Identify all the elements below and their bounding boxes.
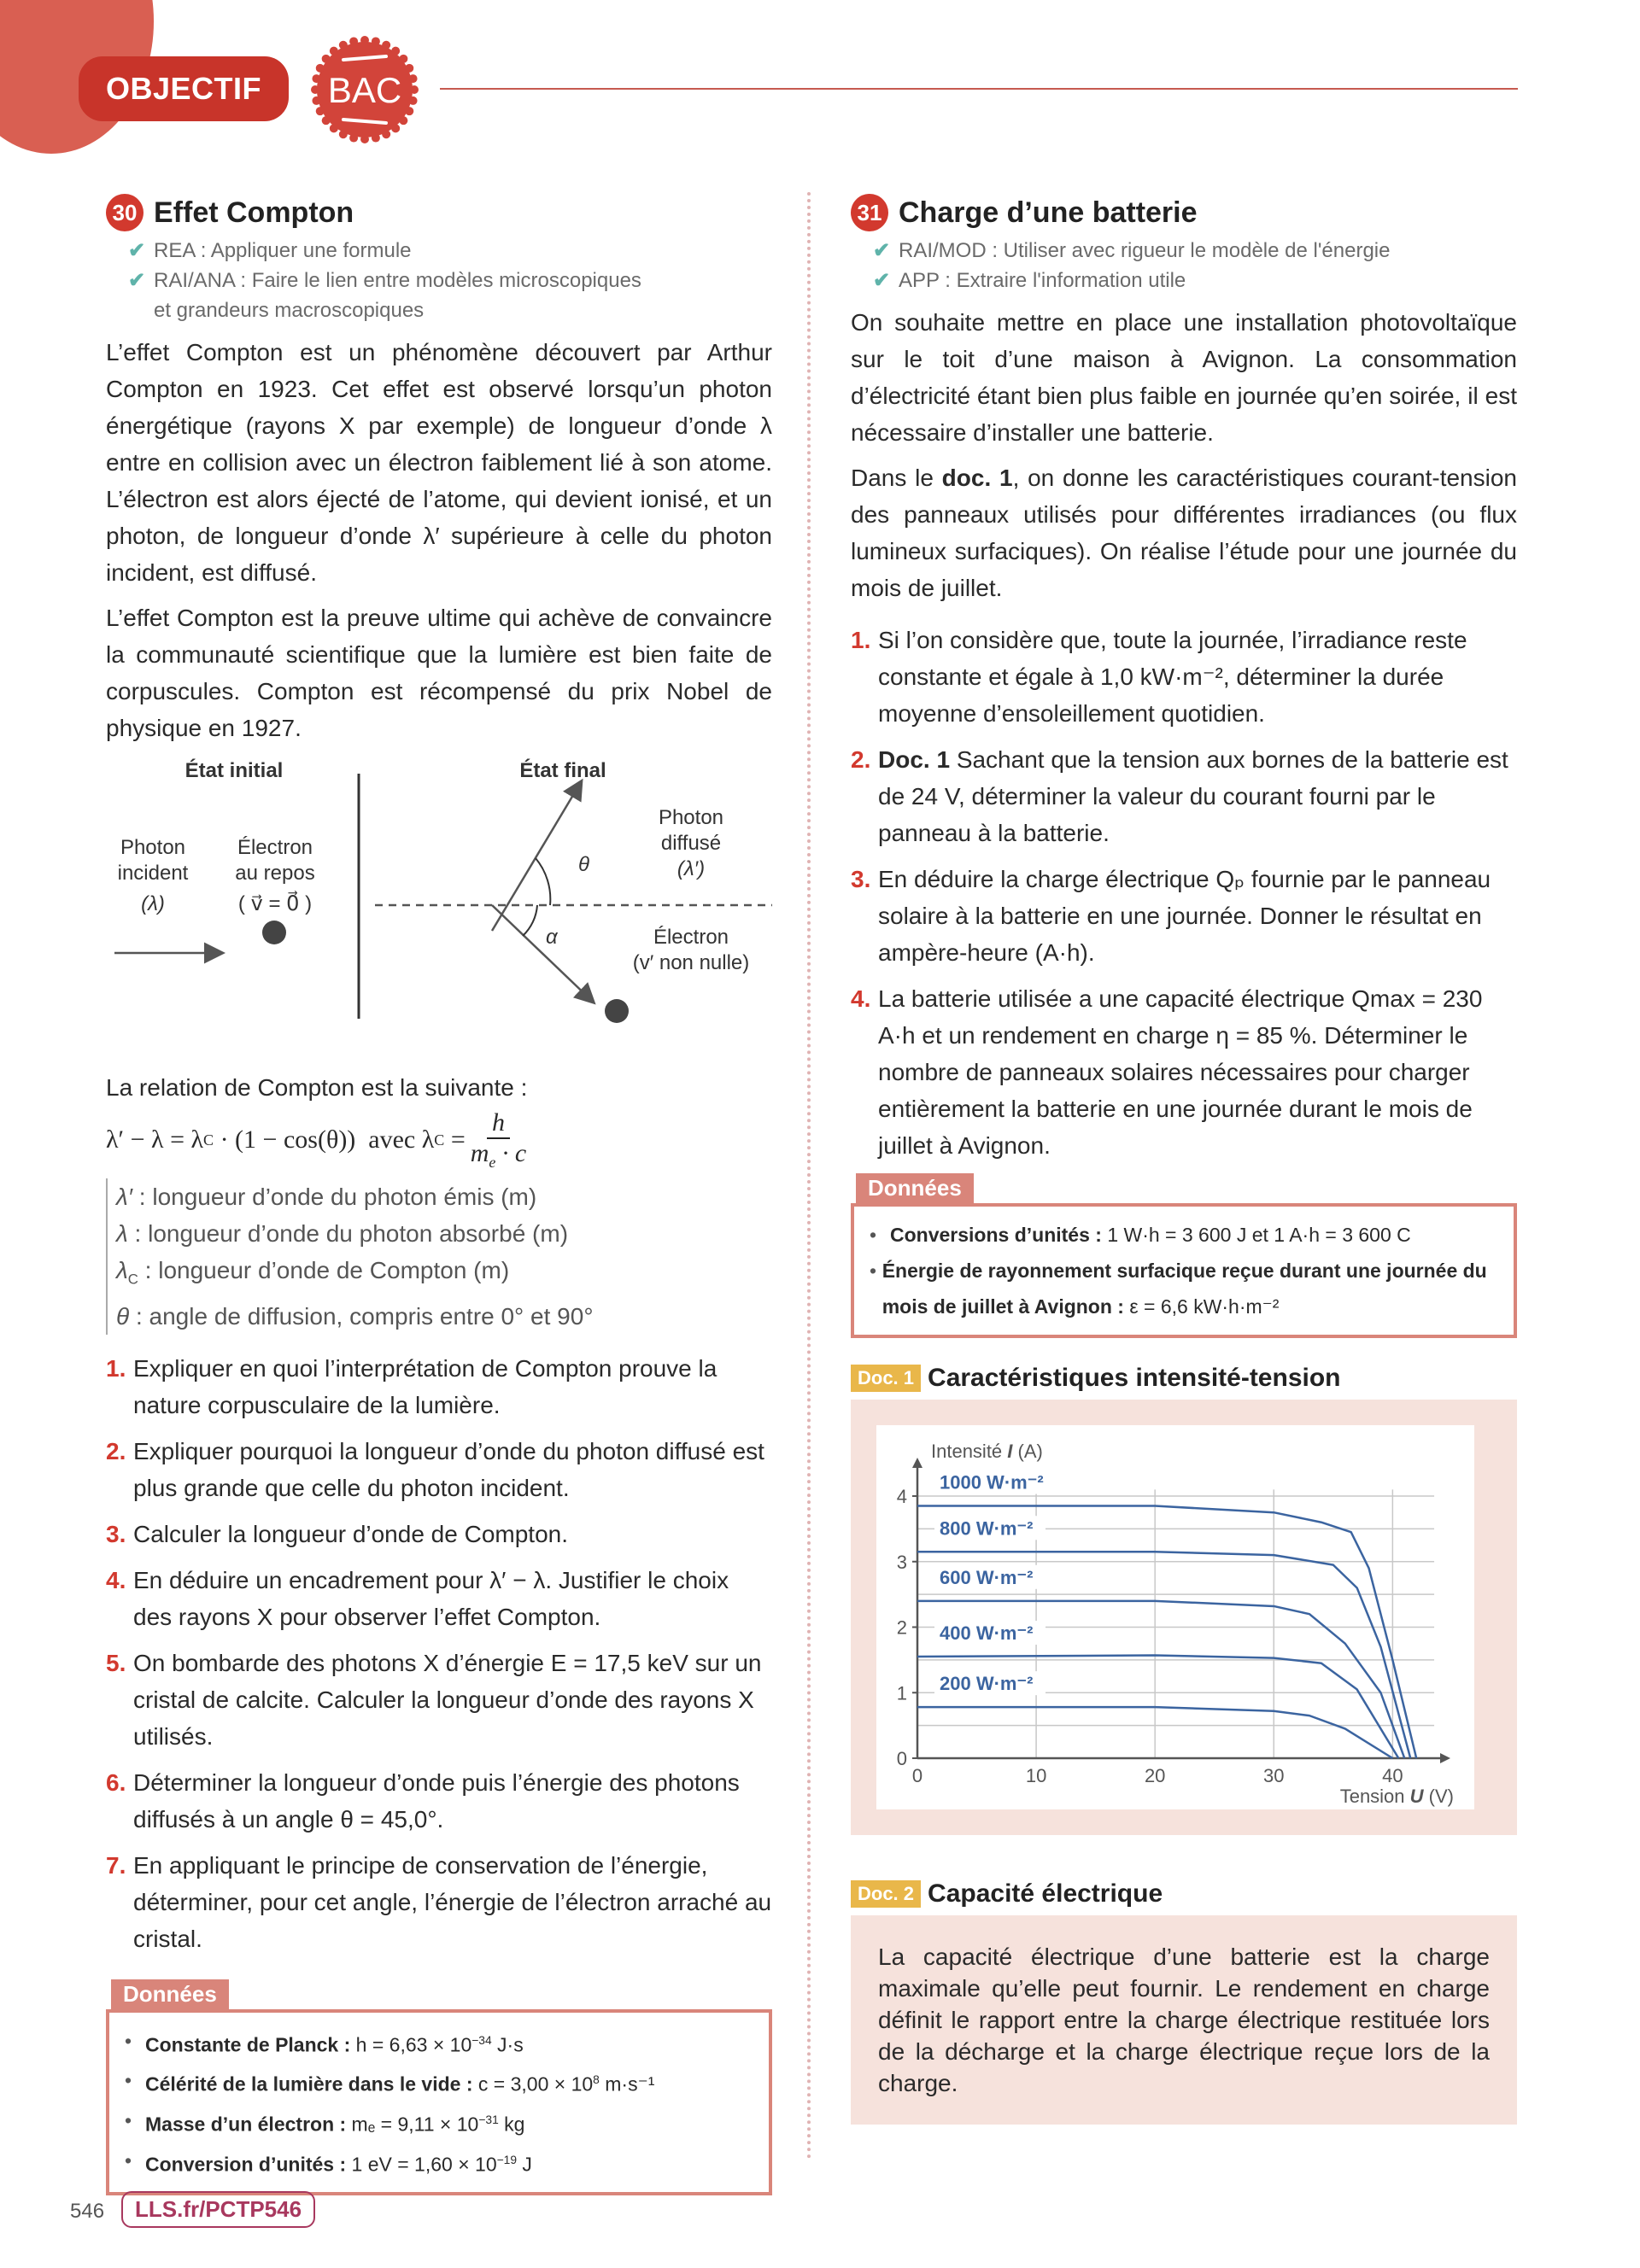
electron-final-label: Électron (v′ non nulle) bbox=[632, 926, 750, 974]
legend-item: λ′ : longueur d’onde du photon émis (m) bbox=[116, 1184, 537, 1210]
questions-list bbox=[851, 622, 1517, 1164]
legend-item: θ : angle de diffusion, compris entre 0° et 90° bbox=[116, 1302, 594, 1330]
svg-text:200 W·m⁻²: 200 W·m⁻² bbox=[940, 1673, 1034, 1695]
donnee-item: • Conversions d’unités : 1 W·h = 3 600 J et 1 A·h = 3 600 C bbox=[870, 1224, 1411, 1246]
svg-text:40: 40 bbox=[1382, 1765, 1403, 1786]
svg-text:1000 W·m⁻²: 1000 W·m⁻² bbox=[940, 1471, 1044, 1493]
formula-intro: La relation de Compton est la suivante : bbox=[106, 1074, 528, 1101]
column-divider bbox=[807, 192, 811, 2160]
question-item: 6. Déterminer la longueur d’onde puis l’énergie des photons diffusés à un angle θ = 45,0°. bbox=[106, 1768, 740, 1833]
formula-fraction: $\frac{h}{m_e \cdot c}$ bbox=[470, 1108, 527, 1171]
exercise-number-badge: 31 bbox=[851, 194, 888, 231]
legend-item: $\lambda_C$ : longueur d’onde de Compton (m) bbox=[116, 1257, 510, 1288]
skill-item: ✔ REA : Appliquer une formule bbox=[128, 236, 772, 266]
intro-paragraph-2: L’effet Compton est la preuve ultime qui achève de convaincre la communauté scientifique que la lumière est bien faite de corpuscules. Compton est récompensé du prix Nobel de physique en 1927. bbox=[106, 605, 772, 741]
iv-chart bbox=[876, 1425, 1474, 1809]
svg-text:BAC: BAC bbox=[327, 70, 402, 110]
question-item: 7. En appliquant le principe de conservation de l’énergie, déterminer, pour cet angle, l’énergie de l’électron arraché au cristal. bbox=[106, 1851, 772, 1952]
lls-link[interactable]: LLS.fr/PCTP546 bbox=[121, 2191, 315, 2228]
photon-incident-label: Photon incident (λ) bbox=[117, 836, 189, 915]
doc-title: Capacité électrique bbox=[928, 1879, 1163, 1908]
question-item: 2. Doc. 1 Sachant que la tension aux bornes de la batterie est de 24 V, déterminer la valeur du courant fourni par le panneau à la batterie. bbox=[851, 746, 1508, 846]
exercise-31 bbox=[851, 193, 1517, 2125]
donnee-item: • Énergie de rayonnement surfacique reçue durant une journée du mois de juillet à Avignon : ε = 6,6 kW·h·m⁻² bbox=[870, 1260, 1487, 1318]
doc-tag: Doc. 1 bbox=[851, 1365, 921, 1392]
check-icon: ✔ bbox=[873, 269, 891, 292]
question-item: 5. On bombarde des photons X d’énergie E = 17,5 keV sur un cristal de calcite. Calculer la longueur d’onde des rayons X utilisés. bbox=[106, 1649, 762, 1750]
exercise-30 bbox=[106, 193, 772, 2195]
final-state-title: État final bbox=[519, 759, 606, 782]
svg-text:3: 3 bbox=[896, 1551, 907, 1573]
check-icon: ✔ bbox=[128, 269, 146, 292]
check-icon: ✔ bbox=[873, 239, 891, 262]
doc2-header bbox=[851, 1879, 1517, 1909]
skill-item: ✔ RAI/MOD : Utiliser avec rigueur le modèle de l'énergie bbox=[873, 236, 1517, 266]
svg-text:10: 10 bbox=[1025, 1765, 1047, 1786]
diagram-lines bbox=[106, 758, 772, 1049]
doc1-header bbox=[851, 1364, 1517, 1393]
alpha-label: α bbox=[546, 926, 558, 949]
page-number: 546 bbox=[70, 2200, 105, 2223]
doc1-panel bbox=[851, 1400, 1517, 1835]
exercise-31-header bbox=[851, 193, 1517, 232]
donnee-item: • Constante de Planck : $h = 6,63 \times 10^{-34}$ J·s bbox=[125, 2029, 524, 2056]
intro-paragraph-2: Dans le doc. 1, on donne les caractéristiques courant-tension des panneaux utilisés pour différentes irradiances (ou flux lumineux surfaciques). On réalise l’étude pour une journée du mois de juillet. bbox=[851, 465, 1517, 601]
svg-text:600 W·m⁻²: 600 W·m⁻² bbox=[940, 1566, 1034, 1588]
exercise-30-header bbox=[106, 193, 772, 232]
question-item: 3. En déduire la charge électrique Qₚ fournie par le panneau solaire à la batterie en une journée. Donner le résultat en ampère-heure (A·h). bbox=[851, 866, 1491, 966]
svg-text:4: 4 bbox=[896, 1486, 907, 1508]
svg-text:0: 0 bbox=[896, 1748, 907, 1769]
initial-state-title: État initial bbox=[184, 759, 284, 782]
compton-formula: λ′ − λ = λ C · (1 − cos(θ)) avec λ C = $\frac{h}{m_e \cdot c}$ bbox=[106, 1108, 527, 1171]
doc-title: Caractéristiques intensité-tension bbox=[928, 1364, 1341, 1392]
theta-label: θ bbox=[578, 853, 590, 876]
svg-text:400 W·m⁻²: 400 W·m⁻² bbox=[940, 1622, 1034, 1645]
doc-tag: Doc. 2 bbox=[851, 1880, 921, 1908]
donnee-item: • Conversion d’unités : 1 eV = $1,60 \times 10^{-19}$ J bbox=[125, 2148, 532, 2176]
skills-list bbox=[128, 236, 772, 325]
question-item: 1. Si l’on considère que, toute la journée, l’irradiance reste constante et égale à 1,0 kW·m⁻², déterminer la durée moyenne d’ensoleillement quotidien. bbox=[851, 627, 1467, 727]
compton-diagram bbox=[106, 758, 772, 1049]
legend-item: λ : longueur d’onde du photon absorbé (m) bbox=[116, 1220, 569, 1247]
donnees-section bbox=[851, 1173, 1517, 1338]
formula-legend bbox=[106, 1178, 772, 1335]
question-item: 2. Expliquer pourquoi la longueur d’onde du photon diffusé est plus grande que celle du photon incident. bbox=[106, 1437, 764, 1501]
svg-text:Intensité I (A): Intensité I (A) bbox=[931, 1441, 1043, 1462]
svg-text:2: 2 bbox=[896, 1616, 907, 1639]
objectif-banner bbox=[79, 56, 289, 121]
donnees-box bbox=[106, 2009, 772, 2196]
questions-list bbox=[106, 1350, 772, 1957]
donnee-item: • Masse d’un électron : $m_e = 9,11 \times 10^{-31}$ kg bbox=[125, 2108, 525, 2136]
svg-text:800 W·m⁻²: 800 W·m⁻² bbox=[940, 1517, 1034, 1540]
photon-diffuse-label: Photon diffusé (λ′) bbox=[658, 806, 724, 880]
skill-item: ✔ APP : Extraire l'information utile bbox=[873, 266, 1517, 295]
donnees-box bbox=[851, 1203, 1517, 1338]
bac-seal-icon bbox=[309, 34, 420, 145]
exercise-title: Effet Compton bbox=[154, 196, 354, 229]
svg-text:20: 20 bbox=[1144, 1765, 1166, 1786]
objectif-label: OBJECTIF bbox=[105, 71, 261, 106]
donnees-tab: Données bbox=[111, 1979, 229, 2009]
svg-text:1: 1 bbox=[896, 1682, 907, 1704]
skill-continuation: et grandeurs macroscopiques bbox=[154, 299, 425, 322]
exercise-title: Charge d’une batterie bbox=[899, 196, 1198, 229]
svg-text:30: 30 bbox=[1263, 1765, 1285, 1786]
question-item: 1. Expliquer en quoi l’interprétation de Compton prouve la nature corpusculaire de la lumière. bbox=[106, 1354, 718, 1418]
check-icon: ✔ bbox=[128, 239, 146, 262]
iv-chart-plot bbox=[876, 1425, 1474, 1809]
skill-item: ✔ RAI/ANA : Faire le lien entre modèles microscopiques bbox=[128, 266, 772, 295]
donnees-tab: Données bbox=[856, 1173, 974, 1203]
intro-paragraph: L’effet Compton est un phénomène découvert par Arthur Compton en 1923. Cet effet est observé lorsqu’un photon énergétique (rayons X par exemple) de longueur d’onde λ entre en collision avec un électron faiblement lié à son atome. L’électron est alors éjecté de l’atome, qui devient ionisé, et un photon, de longueur d’onde λ′ supérieure à celle du photon incident, est diffusé. bbox=[106, 339, 772, 586]
svg-text:0: 0 bbox=[911, 1765, 923, 1786]
electron-rest-label: Électron au repos ( v⃗ = 0⃗ ) bbox=[235, 836, 315, 915]
skills-list bbox=[873, 236, 1517, 295]
exercise-number-badge: 30 bbox=[106, 194, 144, 231]
question-item: 4. La batterie utilisée a une capacité électrique Qmax = 230 A·h et un rendement en charge η = 85 %. Déterminer le nombre de panneaux solaires nécessaires pour charger entièrement la batterie en une journée durant le mois de juillet à Avignon. bbox=[851, 985, 1483, 1159]
donnees-section bbox=[106, 1979, 772, 2196]
svg-text:Tension U (V): Tension U (V) bbox=[1339, 1786, 1454, 1807]
header-rule bbox=[440, 88, 1518, 90]
donnee-item: • Célérité de la lumière dans le vide : $c = 3,00 \times 10^8$ m·s⁻¹ bbox=[125, 2069, 655, 2096]
intro-paragraph: On souhaite mettre en place une installation photovoltaïque sur le toit d’une maison à Avignon. La consommation d’électricité étant bien plus faible en journée qu’en soirée, il est nécessaire d’installer une batterie. bbox=[851, 309, 1517, 446]
question-item: 3. Calculer la longueur d’onde de Compton. bbox=[106, 1520, 568, 1547]
doc2-panel bbox=[851, 1915, 1517, 2125]
doc2-text: La capacité électrique d’une batterie est la charge maximale qu’elle peut fournir. Le rendement en charge définit le rapport entre la charge électrique restituée lors de la décharge et la charge électrique reçue lors de la charge. bbox=[878, 1944, 1490, 2096]
question-item: 4. En déduire un encadrement pour λ′ − λ. Justifier le choix des rayons X pour observer l’effet Compton. bbox=[106, 1566, 729, 1630]
